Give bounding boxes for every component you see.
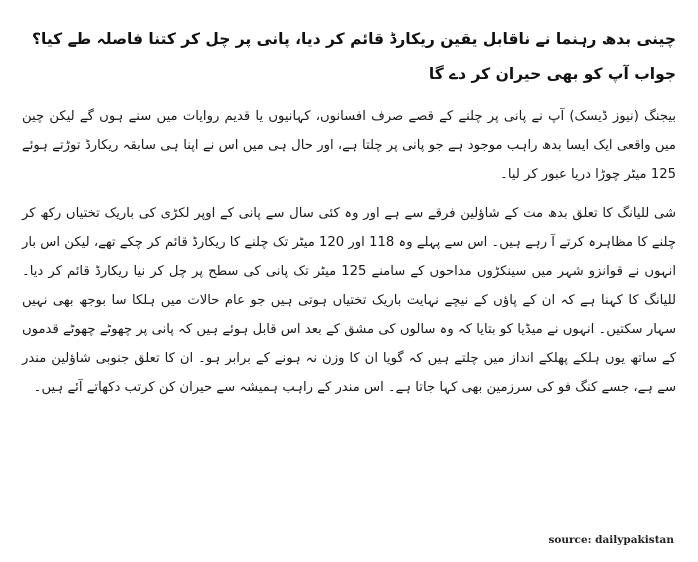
article-paragraph-intro: بیجنگ (نیوز ڈیسک) آپ نے پانی پر چلنے کے قصے صرف افسانوں، کہانیوں یا قدیم روایات میں سنے ہوں گے لیکن چین میں واقعی ایک ایسا بدھ راہب موجود ہے جو پانی پر چلتا ہے، اور حال ہی میں اس نے اپنا ہی سابقہ ریکارڈ توڑتے ہوئے 125 میٹر چوڑا دریا عبور کر لیا۔ xyxy=(22,109,676,182)
article-title: چینی بدھ رہنما نے ناقابل یقین ریکارڈ قائم کر دیا، پانی پر چل کر کتنا فاصلہ طے کیا؟ جواب آپ کو بھی حیران کر دے گا xyxy=(32,30,676,83)
source-credit: source: dailypakistan xyxy=(548,534,674,546)
article-paragraph-body: شی للیانگ کا تعلق بدھ مت کے شاؤلین فرقے سے ہے اور وہ کئی سال سے پانی کے اوپر لکڑی کی باریک تختیاں رکھ کر چلنے کا مظاہرہ کرتے آ رہے ہیں۔ اس سے پہلے وہ 118 اور 120 میٹر تک چلنے کا ریکارڈ قائم کر چکے تھے، لیکن اس بار انہوں نے قوانزو شہر میں سینکڑوں مداحوں کے سامنے 125 میٹر تک پانی کی سطح پر چل کر نیا ریکارڈ قائم کر دیا۔ للیانگ کا کہنا ہے کہ ان کے پاؤں کے نیچے نہایت باریک تختیاں ہوتی ہیں جو عام حالات میں ہلکا سا بوجھ بھی نہیں سہار سکتیں۔ انہوں نے میڈیا کو بتایا کہ وہ سالوں کی مشق کے بعد اس قابل ہوئے ہیں کہ پانی پر چھوٹے چھوٹے قدموں کے ساتھ یوں ہلکے پھلکے انداز میں چلتے ہیں کہ گویا ان کا وزن نہ ہونے کے برابر ہو۔ ان کا تعلق جنوبی شاؤلین مندر سے ہے، جسے کنگ فو کی سرزمین بھی کہا جاتا ہے۔ اس مندر کے راہب ہمیشہ سے حیران کن کرتب دکھاتے آئے ہیں۔ xyxy=(22,206,676,395)
